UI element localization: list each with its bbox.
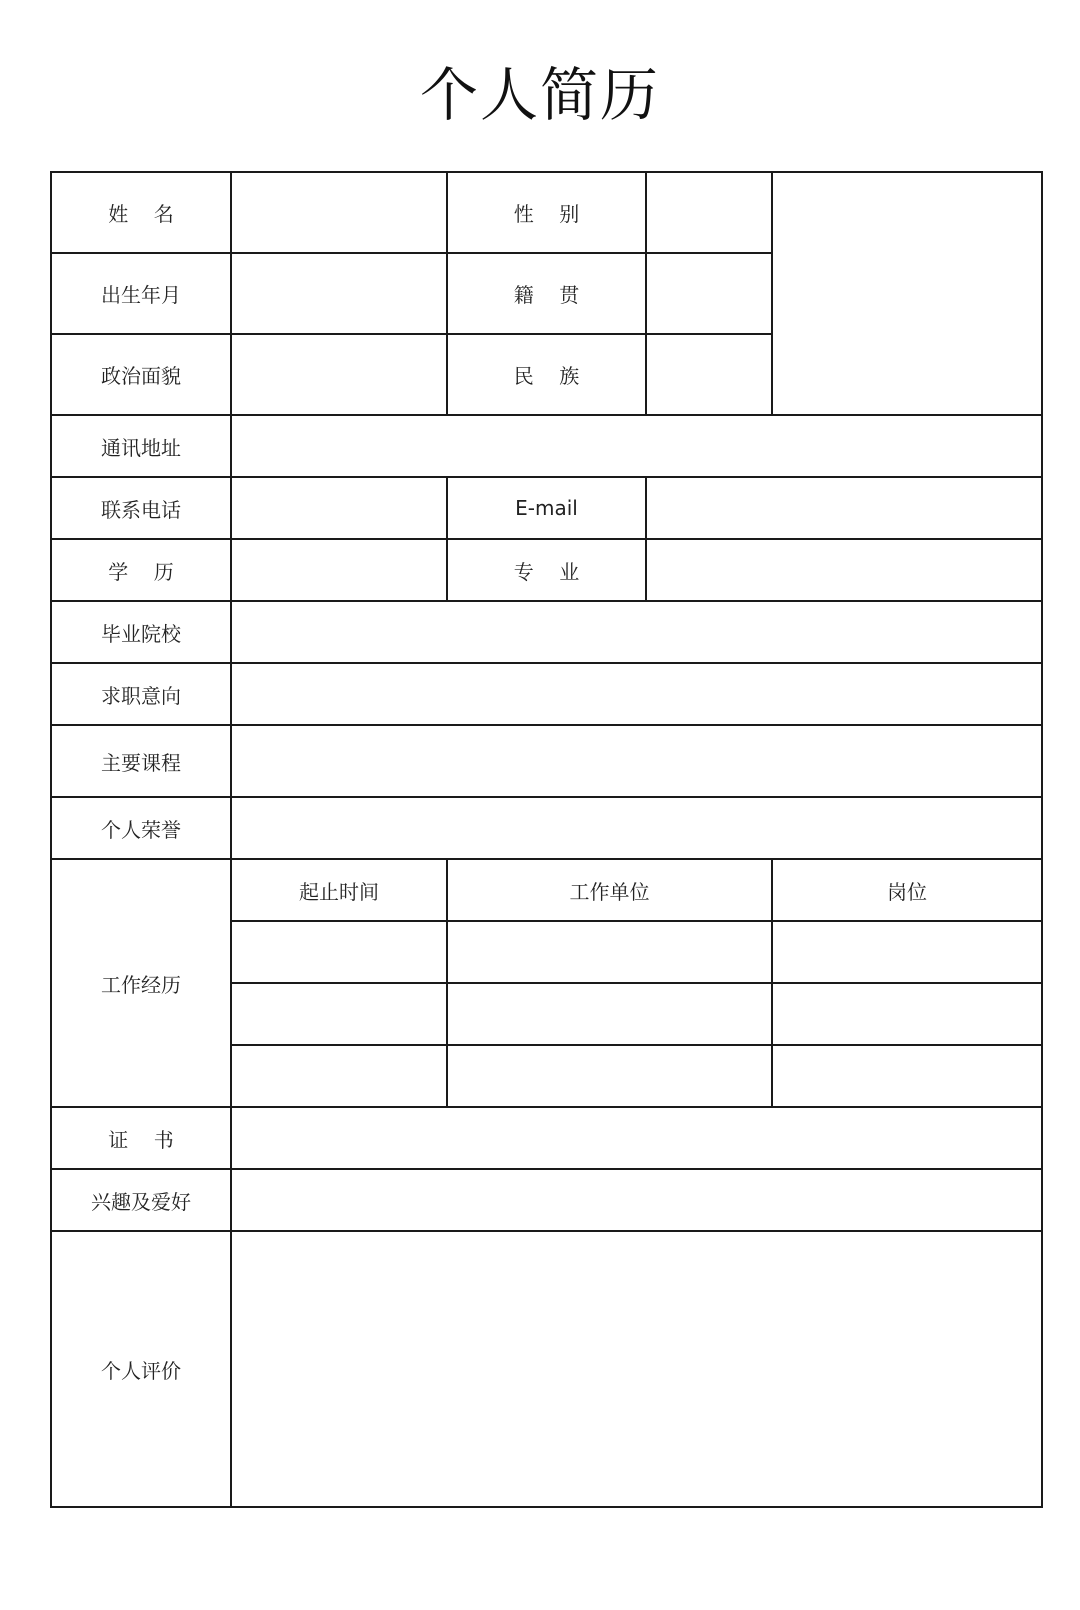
row-work-header (51, 859, 1042, 921)
input-address[interactable] (231, 415, 1042, 477)
label-name: 姓 名 (51, 172, 231, 253)
input-certificates[interactable] (231, 1107, 1042, 1169)
row-education (51, 539, 1042, 601)
work-period-input[interactable] (231, 921, 447, 983)
work-position-input[interactable] (772, 921, 1042, 983)
label-birth: 出生年月 (51, 253, 231, 334)
row-self-evaluation (51, 1231, 1042, 1507)
input-self-evaluation[interactable] (231, 1231, 1042, 1507)
work-period-input[interactable] (231, 983, 447, 1045)
label-self-evaluation: 个人评价 (51, 1231, 231, 1507)
label-education: 学 历 (51, 539, 231, 601)
photo-area[interactable] (772, 172, 1042, 415)
label-school: 毕业院校 (51, 601, 231, 663)
input-ethnicity[interactable] (646, 334, 772, 415)
label-ethnicity: 民 族 (447, 334, 646, 415)
work-employer-input[interactable] (447, 921, 772, 983)
work-header-period: 起止时间 (231, 859, 447, 921)
label-hobbies: 兴趣及爱好 (51, 1169, 231, 1231)
input-major[interactable] (646, 539, 1042, 601)
label-email: E-mail (447, 477, 646, 539)
row-phone (51, 477, 1042, 539)
label-political-status: 政治面貌 (51, 334, 231, 415)
work-employer-input[interactable] (447, 1045, 772, 1107)
row-honors (51, 797, 1042, 859)
input-hobbies[interactable] (231, 1169, 1042, 1231)
input-name[interactable] (231, 172, 447, 253)
resume-table (50, 171, 1043, 1508)
label-work-experience: 工作经历 (51, 859, 231, 1107)
input-main-courses[interactable] (231, 725, 1042, 797)
input-education[interactable] (231, 539, 447, 601)
work-position-input[interactable] (772, 983, 1042, 1045)
row-address (51, 415, 1042, 477)
label-certificates: 证 书 (51, 1107, 231, 1169)
input-job-intention[interactable] (231, 663, 1042, 725)
input-birth[interactable] (231, 253, 447, 334)
input-phone[interactable] (231, 477, 447, 539)
page-title: 个人简历 (419, 61, 660, 129)
input-native-place[interactable] (646, 253, 772, 334)
label-phone: 联系电话 (51, 477, 231, 539)
work-employer-input[interactable] (447, 983, 772, 1045)
label-honors: 个人荣誉 (51, 797, 231, 859)
label-address: 通讯地址 (51, 415, 231, 477)
label-job-intention: 求职意向 (51, 663, 231, 725)
row-hobbies (51, 1169, 1042, 1231)
input-school[interactable] (231, 601, 1042, 663)
work-position-input[interactable] (772, 1045, 1042, 1107)
input-honors[interactable] (231, 797, 1042, 859)
row-certificates (51, 1107, 1042, 1169)
label-gender: 性 别 (447, 172, 646, 253)
row-main-courses (51, 725, 1042, 797)
row-school (51, 601, 1042, 663)
row-job-intention (51, 663, 1042, 725)
work-period-input[interactable] (231, 1045, 447, 1107)
label-main-courses: 主要课程 (51, 725, 231, 797)
work-header-position: 岗位 (772, 859, 1042, 921)
label-major: 专 业 (447, 539, 646, 601)
input-email[interactable] (646, 477, 1042, 539)
row-name (51, 172, 1042, 253)
input-political-status[interactable] (231, 334, 447, 415)
work-header-employer: 工作单位 (447, 859, 772, 921)
input-gender[interactable] (646, 172, 772, 253)
label-native-place: 籍 贯 (447, 253, 646, 334)
